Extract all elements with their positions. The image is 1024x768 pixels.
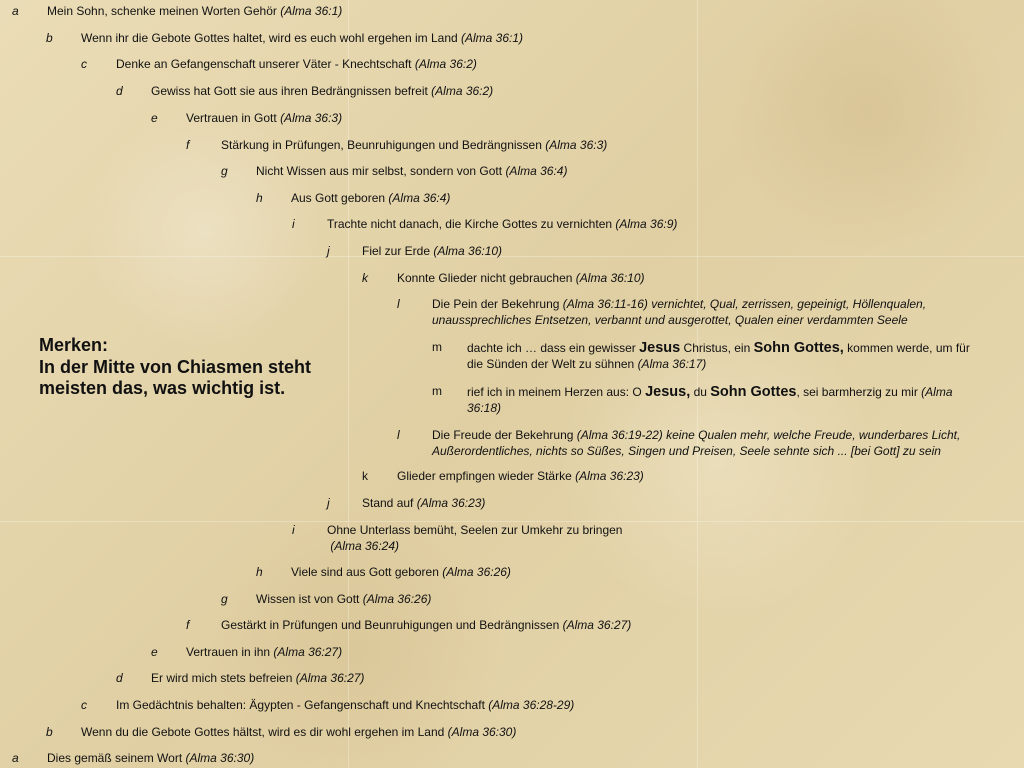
row-letter: e (151, 111, 158, 125)
scripture-ref: (Alma 36:10) (433, 244, 503, 258)
scripture-ref: (Alma 36:2) (414, 57, 477, 71)
row-text (116, 698, 574, 714)
row-body: Vertrauen in Gott (186, 111, 281, 125)
scripture-ref: (Alma 36:1) (280, 4, 343, 18)
row-text (327, 523, 622, 554)
row-body: Er wird mich stets befreien (151, 671, 296, 685)
row-letter: h (256, 191, 263, 205)
row-body: Im Gedächtnis behalten: Ägypten - Gefangenschaft und Knechtschaft (116, 698, 489, 712)
texture-seam (0, 521, 1024, 522)
scripture-ref: (Alma 36:27) (562, 618, 632, 632)
row-text (467, 385, 953, 416)
row-text (397, 271, 645, 287)
scripture-ref: (Alma 36:26) (362, 592, 432, 606)
scripture-ref: (Alma 36:3) (280, 111, 343, 125)
row-body: Dies gemäß seinem Wort (47, 751, 186, 765)
row-text (221, 618, 631, 634)
row-letter: a (12, 4, 19, 18)
row-body: Vertrauen in ihn (186, 645, 274, 659)
scripture-ref: (Alma 36:2) (431, 84, 494, 98)
row-text (256, 164, 567, 180)
row-body: dachte ich … dass ein gewisser (467, 341, 640, 355)
row-body: Denke an Gefangenschaft unserer Väter - Knechtschaft (116, 57, 415, 71)
row-letter: d (116, 671, 123, 685)
scripture-ref: (Alma 36:19-22) keine Qualen mehr, welche Freude, wunderbares Licht, (576, 428, 961, 442)
row-continuation: 36:18) (467, 400, 502, 415)
row-body: Ohne Unterlass bemüht, Seelen zur Umkehr zu bringen (327, 523, 623, 537)
scripture-ref: (Alma 36:27) (295, 671, 365, 685)
row-continuation: Außerordentliches, nichts so Süßes, Singen und Preisen, Seele sehnte sich ... [bei Gott] zu sein (432, 443, 941, 458)
row-text (291, 565, 511, 581)
row-text (256, 592, 431, 608)
row-text (221, 138, 607, 154)
emphasis-name: Jesus, (645, 384, 691, 400)
note-line-1: In der Mitte von Chiasmen steht (39, 356, 312, 377)
row-text (47, 751, 254, 767)
scripture-ref: (Alma 36:10) (575, 271, 645, 285)
row-text (47, 4, 342, 20)
row-text (116, 57, 477, 73)
row-text (432, 428, 960, 459)
row-letter: a (12, 751, 19, 765)
scripture-ref: (Alma 36:9) (615, 217, 678, 231)
row-letter: g (221, 592, 228, 606)
row-body: Wenn du die Gebote Gottes hältst, wird es dir wohl ergehen im Land (81, 725, 448, 739)
emphasis-name: Sohn Gottes (710, 384, 797, 400)
row-continuation: unaussprechliches Entsetzen, verbannt und ausgerottet, Qualen einer verdammten Seele (432, 312, 908, 327)
row-letter: l (397, 428, 400, 442)
row-letter: c (81, 698, 87, 712)
row-text (81, 31, 523, 47)
row-letter: k (362, 271, 368, 285)
scripture-ref: (Alma (921, 385, 953, 399)
row-body: Wissen ist von Gott (256, 592, 363, 606)
row-body: Stand auf (362, 496, 417, 510)
row-text (362, 496, 485, 512)
row-text (362, 244, 502, 260)
row-letter: d (116, 84, 123, 98)
row-letter: b (46, 725, 53, 739)
row-letter: i (292, 217, 295, 231)
scripture-ref: (Alma 36:24) (327, 538, 400, 553)
row-body: Wenn ihr die Gebote Gottes haltet, wird es euch wohl ergehen im Land (81, 31, 461, 45)
scripture-ref: (Alma 36:26) (442, 565, 511, 579)
merken-note (39, 335, 311, 400)
row-letter: j (327, 496, 330, 510)
row-body: Glieder empfingen wieder Stärke (397, 469, 576, 483)
row-text (327, 217, 677, 233)
row-letter: f (186, 138, 190, 152)
scripture-ref: (Alma 36:3) (545, 138, 608, 152)
texture-seam (0, 256, 1024, 257)
row-body: Fiel zur Erde (362, 244, 434, 258)
note-line-2: meisten das, was wichtig ist. (39, 378, 286, 398)
row-body: Aus Gott geboren (291, 191, 389, 205)
row-letter: e (151, 645, 158, 659)
scripture-ref: (Alma 36:4) (388, 191, 451, 205)
row-letter: f (186, 618, 190, 632)
row-body: Stärkung in Prüfungen, Beunruhigungen und Bedrängnissen (221, 138, 546, 152)
scripture-ref: (Alma 36:30) (185, 751, 255, 765)
scripture-ref: (Alma 36:17) (637, 356, 707, 371)
row-letter: m (432, 340, 442, 354)
row-body: rief ich in meinem Herzen aus: O (467, 385, 646, 399)
row-letter: c (81, 57, 87, 71)
row-body: , sei barmherzig zu mir (796, 385, 922, 399)
row-body: Gestärkt in Prüfungen und Beunruhigungen und Bedrängnissen (221, 618, 563, 632)
row-text (151, 671, 364, 687)
scripture-ref: (Alma 36:27) (273, 645, 343, 659)
emphasis-name: Jesus (639, 340, 681, 356)
row-letter: i (292, 523, 295, 537)
row-letter: m (432, 384, 442, 398)
row-letter: g (221, 164, 228, 178)
scripture-ref: (Alma 36:4) (505, 164, 568, 178)
scripture-ref: (Alma 36:23) (575, 469, 644, 483)
row-letter: j (327, 244, 330, 258)
row-body: Mein Sohn, schenke meinen Worten Gehör (47, 4, 281, 18)
texture-seam (697, 0, 698, 768)
row-body: du (690, 385, 711, 399)
scripture-ref: (Alma 36:1) (461, 31, 524, 45)
scripture-ref: (Alma 36:23) (416, 496, 486, 510)
row-body: Viele sind aus Gott geboren (291, 565, 443, 579)
row-body: Trachte nicht danach, die Kirche Gottes zu vernichten (327, 217, 616, 231)
row-letter: h (256, 565, 263, 579)
row-body: Christus, ein (680, 341, 754, 355)
row-body: kommen werde, um für (843, 341, 970, 355)
row-body: Die Pein der Bekehrung (432, 297, 563, 311)
row-text (186, 645, 342, 661)
note-title: Merken: (39, 335, 109, 355)
scripture-ref: (Alma 36:30) (447, 725, 517, 739)
row-text (81, 725, 516, 741)
row-letter: k (362, 469, 368, 483)
row-letter: l (397, 297, 400, 311)
row-continuation: die Sünden der Welt zu sühnen (467, 356, 638, 371)
emphasis-name: Sohn Gottes, (753, 340, 844, 356)
row-text (432, 297, 926, 328)
scripture-ref: (Alma 36:28-29) (488, 698, 575, 712)
row-body: Gewiss hat Gott sie aus ihren Bedrängnissen befreit (151, 84, 432, 98)
row-text (467, 341, 970, 372)
row-text (291, 191, 450, 207)
row-text (151, 84, 493, 100)
row-body: Die Freude der Bekehrung (432, 428, 577, 442)
row-body: Nicht Wissen aus mir selbst, sondern von Gott (256, 164, 506, 178)
texture-seam (348, 0, 349, 768)
row-text (186, 111, 342, 127)
row-letter: b (46, 31, 53, 45)
row-text (397, 469, 644, 485)
row-body: Konnte Glieder nicht gebrauchen (397, 271, 576, 285)
scripture-ref: (Alma 36:11-16) vernichtet, Qual, zerrissen, gepeinigt, Höllenqualen, (562, 297, 927, 311)
